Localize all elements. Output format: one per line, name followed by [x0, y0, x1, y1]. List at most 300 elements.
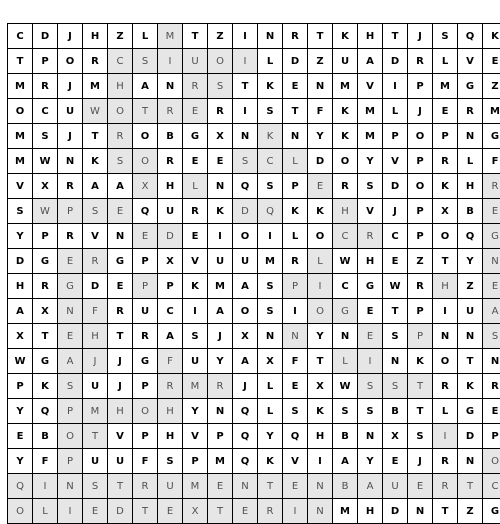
letter-cell[interactable]: C [258, 149, 283, 174]
letter-cell[interactable]: R [433, 149, 458, 174]
letter-cell[interactable]: X [258, 349, 283, 374]
letter-cell[interactable]: K [258, 124, 283, 149]
letter-cell[interactable]: T [258, 474, 283, 499]
letter-cell[interactable]: N [308, 474, 333, 499]
letter-cell[interactable]: E [308, 174, 333, 199]
letter-cell[interactable]: O [483, 449, 500, 474]
letter-cell[interactable]: R [483, 374, 500, 399]
letter-cell[interactable]: J [383, 199, 408, 224]
letter-cell[interactable]: W [83, 99, 108, 124]
letter-cell[interactable]: A [233, 274, 258, 299]
letter-cell[interactable]: P [483, 424, 500, 449]
letter-cell[interactable]: Q [33, 399, 58, 424]
letter-cell[interactable]: E [233, 499, 258, 524]
letter-cell[interactable]: S [233, 149, 258, 174]
letter-cell[interactable]: L [183, 174, 208, 199]
letter-cell[interactable]: S [183, 324, 208, 349]
letter-cell[interactable]: K [258, 74, 283, 99]
letter-cell[interactable]: R [83, 49, 108, 74]
letter-cell[interactable]: I [258, 224, 283, 249]
letter-cell[interactable]: J [58, 24, 83, 49]
letter-cell[interactable]: Q [233, 449, 258, 474]
letter-cell[interactable]: D [383, 499, 408, 524]
letter-cell[interactable]: H [108, 399, 133, 424]
letter-cell[interactable]: M [433, 74, 458, 99]
letter-cell[interactable]: P [133, 274, 158, 299]
letter-cell[interactable]: H [458, 174, 483, 199]
letter-cell[interactable]: I [433, 299, 458, 324]
letter-cell[interactable]: R [208, 99, 233, 124]
letter-cell[interactable]: P [158, 274, 183, 299]
letter-cell[interactable]: D [383, 49, 408, 74]
letter-cell[interactable]: E [283, 374, 308, 399]
letter-cell[interactable]: S [408, 424, 433, 449]
letter-cell[interactable]: H [158, 399, 183, 424]
letter-cell[interactable]: I [308, 449, 333, 474]
letter-cell[interactable]: X [33, 174, 58, 199]
letter-cell[interactable]: N [233, 124, 258, 149]
letter-cell[interactable]: F [308, 99, 333, 124]
letter-cell[interactable]: R [33, 74, 58, 99]
letter-cell[interactable]: N [233, 474, 258, 499]
letter-cell[interactable]: J [58, 74, 83, 99]
letter-cell[interactable]: E [58, 249, 83, 274]
letter-cell[interactable]: Z [108, 24, 133, 49]
letter-cell[interactable]: R [33, 274, 58, 299]
letter-cell[interactable]: K [433, 174, 458, 199]
letter-cell[interactable]: G [358, 274, 383, 299]
letter-cell[interactable]: K [333, 124, 358, 149]
letter-cell[interactable]: W [333, 249, 358, 274]
letter-cell[interactable]: E [283, 74, 308, 99]
letter-cell[interactable]: T [208, 499, 233, 524]
letter-cell[interactable]: Y [208, 349, 233, 374]
letter-cell[interactable]: O [433, 224, 458, 249]
letter-cell[interactable]: R [258, 499, 283, 524]
letter-cell[interactable]: B [158, 124, 183, 149]
letter-cell[interactable]: H [358, 24, 383, 49]
letter-cell[interactable]: D [83, 274, 108, 299]
letter-cell[interactable]: E [8, 424, 33, 449]
letter-cell[interactable]: P [408, 199, 433, 224]
letter-cell[interactable]: S [258, 99, 283, 124]
letter-cell[interactable]: T [233, 74, 258, 99]
letter-cell[interactable]: J [408, 99, 433, 124]
letter-cell[interactable]: S [8, 199, 33, 224]
letter-cell[interactable]: S [208, 74, 233, 99]
letter-cell[interactable]: U [333, 49, 358, 74]
letter-cell[interactable]: N [333, 324, 358, 349]
letter-cell[interactable]: P [133, 249, 158, 274]
letter-cell[interactable]: G [483, 224, 500, 249]
letter-cell[interactable]: A [358, 474, 383, 499]
letter-cell[interactable]: S [258, 274, 283, 299]
letter-cell[interactable]: D [33, 24, 58, 49]
letter-cell[interactable]: L [133, 24, 158, 49]
letter-cell[interactable]: Z [208, 24, 233, 49]
letter-cell[interactable]: S [333, 399, 358, 424]
letter-cell[interactable]: E [133, 224, 158, 249]
letter-cell[interactable]: F [33, 449, 58, 474]
letter-cell[interactable]: R [483, 174, 500, 199]
letter-cell[interactable]: L [258, 399, 283, 424]
letter-cell[interactable]: T [283, 99, 308, 124]
letter-cell[interactable]: P [408, 299, 433, 324]
letter-cell[interactable]: L [308, 249, 333, 274]
letter-cell[interactable]: Y [308, 124, 333, 149]
letter-cell[interactable]: N [408, 499, 433, 524]
letter-cell[interactable]: U [208, 249, 233, 274]
letter-cell[interactable]: H [83, 324, 108, 349]
letter-cell[interactable]: N [58, 474, 83, 499]
letter-cell[interactable]: L [283, 224, 308, 249]
letter-cell[interactable]: K [308, 399, 333, 424]
letter-cell[interactable]: K [258, 449, 283, 474]
letter-cell[interactable]: T [8, 49, 33, 74]
letter-cell[interactable]: E [183, 99, 208, 124]
letter-cell[interactable]: O [108, 99, 133, 124]
letter-cell[interactable]: N [433, 324, 458, 349]
letter-cell[interactable]: N [58, 299, 83, 324]
letter-cell[interactable]: A [233, 349, 258, 374]
letter-cell[interactable]: K [408, 349, 433, 374]
letter-cell[interactable]: U [58, 99, 83, 124]
letter-cell[interactable]: V [8, 174, 33, 199]
letter-cell[interactable]: S [83, 199, 108, 224]
letter-cell[interactable]: Z [483, 74, 500, 99]
letter-cell[interactable]: E [208, 149, 233, 174]
letter-cell[interactable]: A [333, 449, 358, 474]
letter-cell[interactable]: P [58, 449, 83, 474]
letter-cell[interactable]: V [83, 224, 108, 249]
letter-cell[interactable]: M [208, 274, 233, 299]
letter-cell[interactable]: O [308, 299, 333, 324]
letter-cell[interactable]: E [83, 499, 108, 524]
letter-cell[interactable]: D [233, 199, 258, 224]
letter-cell[interactable]: N [208, 174, 233, 199]
letter-cell[interactable]: R [58, 224, 83, 249]
letter-cell[interactable]: N [458, 324, 483, 349]
letter-cell[interactable]: W [33, 149, 58, 174]
letter-cell[interactable]: Y [258, 424, 283, 449]
letter-cell[interactable]: R [158, 149, 183, 174]
letter-cell[interactable]: P [183, 449, 208, 474]
letter-cell[interactable]: T [433, 249, 458, 274]
letter-cell[interactable]: P [33, 224, 58, 249]
letter-cell[interactable]: F [483, 149, 500, 174]
letter-cell[interactable]: C [108, 49, 133, 74]
letter-cell[interactable]: L [458, 149, 483, 174]
letter-cell[interactable]: H [433, 274, 458, 299]
letter-cell[interactable]: M [8, 124, 33, 149]
letter-cell[interactable]: M [8, 149, 33, 174]
letter-cell[interactable]: I [433, 424, 458, 449]
letter-cell[interactable]: O [233, 224, 258, 249]
letter-cell[interactable]: P [133, 424, 158, 449]
letter-cell[interactable]: N [258, 324, 283, 349]
letter-cell[interactable]: K [83, 149, 108, 174]
letter-cell[interactable]: H [108, 74, 133, 99]
letter-cell[interactable]: G [183, 124, 208, 149]
letter-cell[interactable]: I [158, 49, 183, 74]
letter-cell[interactable]: Z [458, 499, 483, 524]
letter-cell[interactable]: Z [308, 49, 333, 74]
letter-cell[interactable]: N [483, 349, 500, 374]
letter-cell[interactable]: B [333, 474, 358, 499]
letter-cell[interactable]: P [58, 199, 83, 224]
letter-cell[interactable]: G [333, 299, 358, 324]
letter-cell[interactable]: P [283, 274, 308, 299]
letter-cell[interactable]: M [258, 249, 283, 274]
letter-cell[interactable]: Y [8, 399, 33, 424]
letter-cell[interactable]: C [333, 274, 358, 299]
letter-cell[interactable]: N [258, 24, 283, 49]
letter-cell[interactable]: Q [258, 199, 283, 224]
letter-cell[interactable]: E [408, 474, 433, 499]
letter-cell[interactable]: N [308, 499, 333, 524]
letter-cell[interactable]: V [183, 249, 208, 274]
letter-cell[interactable]: U [83, 449, 108, 474]
letter-cell[interactable]: N [283, 124, 308, 149]
letter-cell[interactable]: J [408, 24, 433, 49]
letter-cell[interactable]: U [233, 249, 258, 274]
letter-cell[interactable]: O [408, 124, 433, 149]
letter-cell[interactable]: S [358, 174, 383, 199]
letter-cell[interactable]: E [358, 324, 383, 349]
letter-cell[interactable]: K [333, 24, 358, 49]
letter-cell[interactable]: S [433, 24, 458, 49]
letter-cell[interactable]: R [108, 124, 133, 149]
letter-cell[interactable]: P [408, 74, 433, 99]
letter-cell[interactable]: G [108, 249, 133, 274]
letter-cell[interactable]: G [483, 124, 500, 149]
letter-cell[interactable]: R [433, 449, 458, 474]
letter-cell[interactable]: S [283, 399, 308, 424]
letter-cell[interactable]: V [458, 49, 483, 74]
letter-cell[interactable]: G [33, 349, 58, 374]
letter-cell[interactable]: I [358, 349, 383, 374]
letter-cell[interactable]: P [433, 124, 458, 149]
letter-cell[interactable]: X [158, 249, 183, 274]
letter-cell[interactable]: T [183, 24, 208, 49]
letter-cell[interactable]: E [483, 399, 500, 424]
letter-cell[interactable]: Y [8, 449, 33, 474]
letter-cell[interactable]: T [108, 324, 133, 349]
letter-cell[interactable]: S [383, 374, 408, 399]
letter-cell[interactable]: H [308, 424, 333, 449]
letter-cell[interactable]: M [158, 24, 183, 49]
letter-cell[interactable]: G [483, 499, 500, 524]
letter-cell[interactable]: X [433, 199, 458, 224]
letter-cell[interactable]: X [8, 324, 33, 349]
letter-cell[interactable]: E [483, 199, 500, 224]
letter-cell[interactable]: R [408, 49, 433, 74]
letter-cell[interactable]: N [58, 149, 83, 174]
letter-cell[interactable]: I [58, 499, 83, 524]
letter-cell[interactable]: O [333, 149, 358, 174]
letter-cell[interactable]: U [183, 49, 208, 74]
letter-cell[interactable]: K [208, 199, 233, 224]
letter-cell[interactable]: Q [458, 224, 483, 249]
letter-cell[interactable]: R [358, 224, 383, 249]
letter-cell[interactable]: D [308, 149, 333, 174]
letter-cell[interactable]: E [108, 199, 133, 224]
letter-cell[interactable]: F [83, 299, 108, 324]
letter-cell[interactable]: S [58, 374, 83, 399]
letter-cell[interactable]: T [133, 499, 158, 524]
letter-cell[interactable]: J [58, 124, 83, 149]
letter-cell[interactable]: G [58, 274, 83, 299]
letter-cell[interactable]: B [458, 199, 483, 224]
letter-cell[interactable]: J [108, 374, 133, 399]
letter-cell[interactable]: I [283, 499, 308, 524]
letter-cell[interactable]: M [83, 399, 108, 424]
letter-cell[interactable]: M [358, 124, 383, 149]
letter-cell[interactable]: N [208, 399, 233, 424]
letter-cell[interactable]: M [8, 74, 33, 99]
letter-cell[interactable]: R [208, 374, 233, 399]
letter-cell[interactable]: N [283, 324, 308, 349]
letter-cell[interactable]: Y [183, 399, 208, 424]
letter-cell[interactable]: S [483, 324, 500, 349]
letter-cell[interactable]: H [8, 274, 33, 299]
letter-cell[interactable]: R [158, 374, 183, 399]
letter-cell[interactable]: S [133, 49, 158, 74]
letter-cell[interactable]: I [383, 74, 408, 99]
letter-cell[interactable]: M [208, 449, 233, 474]
letter-cell[interactable]: A [83, 174, 108, 199]
letter-cell[interactable]: K [183, 274, 208, 299]
letter-cell[interactable]: U [133, 299, 158, 324]
letter-cell[interactable]: M [183, 374, 208, 399]
letter-cell[interactable]: V [383, 149, 408, 174]
letter-cell[interactable]: O [8, 99, 33, 124]
letter-cell[interactable]: J [83, 349, 108, 374]
letter-cell[interactable]: V [358, 199, 383, 224]
letter-cell[interactable]: Q [233, 424, 258, 449]
letter-cell[interactable]: S [358, 374, 383, 399]
letter-cell[interactable]: I [183, 299, 208, 324]
letter-cell[interactable]: N [108, 224, 133, 249]
letter-cell[interactable]: O [208, 49, 233, 74]
letter-cell[interactable]: A [133, 74, 158, 99]
letter-cell[interactable]: Y [358, 149, 383, 174]
letter-cell[interactable]: I [308, 274, 333, 299]
letter-cell[interactable]: U [158, 474, 183, 499]
letter-cell[interactable]: O [133, 124, 158, 149]
letter-cell[interactable]: O [133, 399, 158, 424]
letter-cell[interactable]: Y [8, 224, 33, 249]
letter-cell[interactable]: Q [133, 199, 158, 224]
letter-cell[interactable]: E [58, 324, 83, 349]
letter-cell[interactable]: O [133, 149, 158, 174]
letter-cell[interactable]: A [208, 299, 233, 324]
letter-cell[interactable]: Q [233, 399, 258, 424]
letter-cell[interactable]: T [408, 374, 433, 399]
letter-cell[interactable]: E [483, 274, 500, 299]
letter-cell[interactable]: T [308, 24, 333, 49]
letter-cell[interactable]: G [133, 349, 158, 374]
letter-cell[interactable]: L [258, 49, 283, 74]
letter-cell[interactable]: P [408, 324, 433, 349]
letter-cell[interactable]: N [458, 124, 483, 149]
letter-cell[interactable]: V [108, 424, 133, 449]
letter-cell[interactable]: D [108, 499, 133, 524]
letter-cell[interactable]: O [408, 174, 433, 199]
letter-cell[interactable]: X [308, 374, 333, 399]
letter-cell[interactable]: S [33, 124, 58, 149]
letter-cell[interactable]: L [283, 149, 308, 174]
letter-cell[interactable]: B [33, 424, 58, 449]
letter-cell[interactable]: K [33, 374, 58, 399]
letter-cell[interactable]: E [183, 149, 208, 174]
letter-cell[interactable]: H [83, 24, 108, 49]
letter-cell[interactable]: S [258, 299, 283, 324]
letter-cell[interactable]: H [158, 424, 183, 449]
letter-cell[interactable]: X [33, 299, 58, 324]
letter-cell[interactable]: X [183, 499, 208, 524]
letter-cell[interactable]: T [383, 299, 408, 324]
letter-cell[interactable]: M [483, 99, 500, 124]
letter-cell[interactable]: U [458, 299, 483, 324]
letter-cell[interactable]: R [283, 249, 308, 274]
letter-cell[interactable]: M [183, 474, 208, 499]
letter-cell[interactable]: C [158, 299, 183, 324]
letter-cell[interactable]: U [158, 199, 183, 224]
letter-cell[interactable]: C [8, 24, 33, 49]
letter-cell[interactable]: T [108, 474, 133, 499]
letter-cell[interactable]: O [308, 224, 333, 249]
letter-cell[interactable]: K [483, 24, 500, 49]
letter-cell[interactable]: R [183, 74, 208, 99]
letter-cell[interactable]: A [8, 299, 33, 324]
letter-cell[interactable]: X [133, 174, 158, 199]
letter-cell[interactable]: P [408, 149, 433, 174]
letter-cell[interactable]: M [83, 74, 108, 99]
letter-cell[interactable]: T [133, 99, 158, 124]
letter-cell[interactable]: R [108, 299, 133, 324]
letter-cell[interactable]: D [458, 424, 483, 449]
letter-cell[interactable]: B [383, 399, 408, 424]
letter-cell[interactable]: L [333, 349, 358, 374]
letter-cell[interactable]: L [433, 49, 458, 74]
letter-cell[interactable]: Q [458, 24, 483, 49]
letter-cell[interactable]: P [33, 49, 58, 74]
letter-cell[interactable]: J [208, 324, 233, 349]
letter-cell[interactable]: I [233, 99, 258, 124]
letter-cell[interactable]: D [158, 224, 183, 249]
letter-cell[interactable]: T [83, 124, 108, 149]
letter-cell[interactable]: Y [458, 249, 483, 274]
letter-cell[interactable]: P [8, 374, 33, 399]
letter-cell[interactable]: P [408, 224, 433, 249]
letter-cell[interactable]: T [308, 349, 333, 374]
letter-cell[interactable]: J [108, 349, 133, 374]
letter-cell[interactable]: V [183, 424, 208, 449]
letter-cell[interactable]: I [283, 299, 308, 324]
letter-cell[interactable]: U [83, 374, 108, 399]
letter-cell[interactable]: F [158, 349, 183, 374]
letter-cell[interactable]: U [383, 474, 408, 499]
letter-cell[interactable]: L [383, 99, 408, 124]
letter-cell[interactable]: N [158, 74, 183, 99]
letter-cell[interactable]: E [433, 99, 458, 124]
letter-cell[interactable]: E [383, 449, 408, 474]
letter-cell[interactable]: O [433, 349, 458, 374]
letter-cell[interactable]: P [58, 399, 83, 424]
letter-cell[interactable]: S [258, 174, 283, 199]
letter-cell[interactable]: A [58, 349, 83, 374]
